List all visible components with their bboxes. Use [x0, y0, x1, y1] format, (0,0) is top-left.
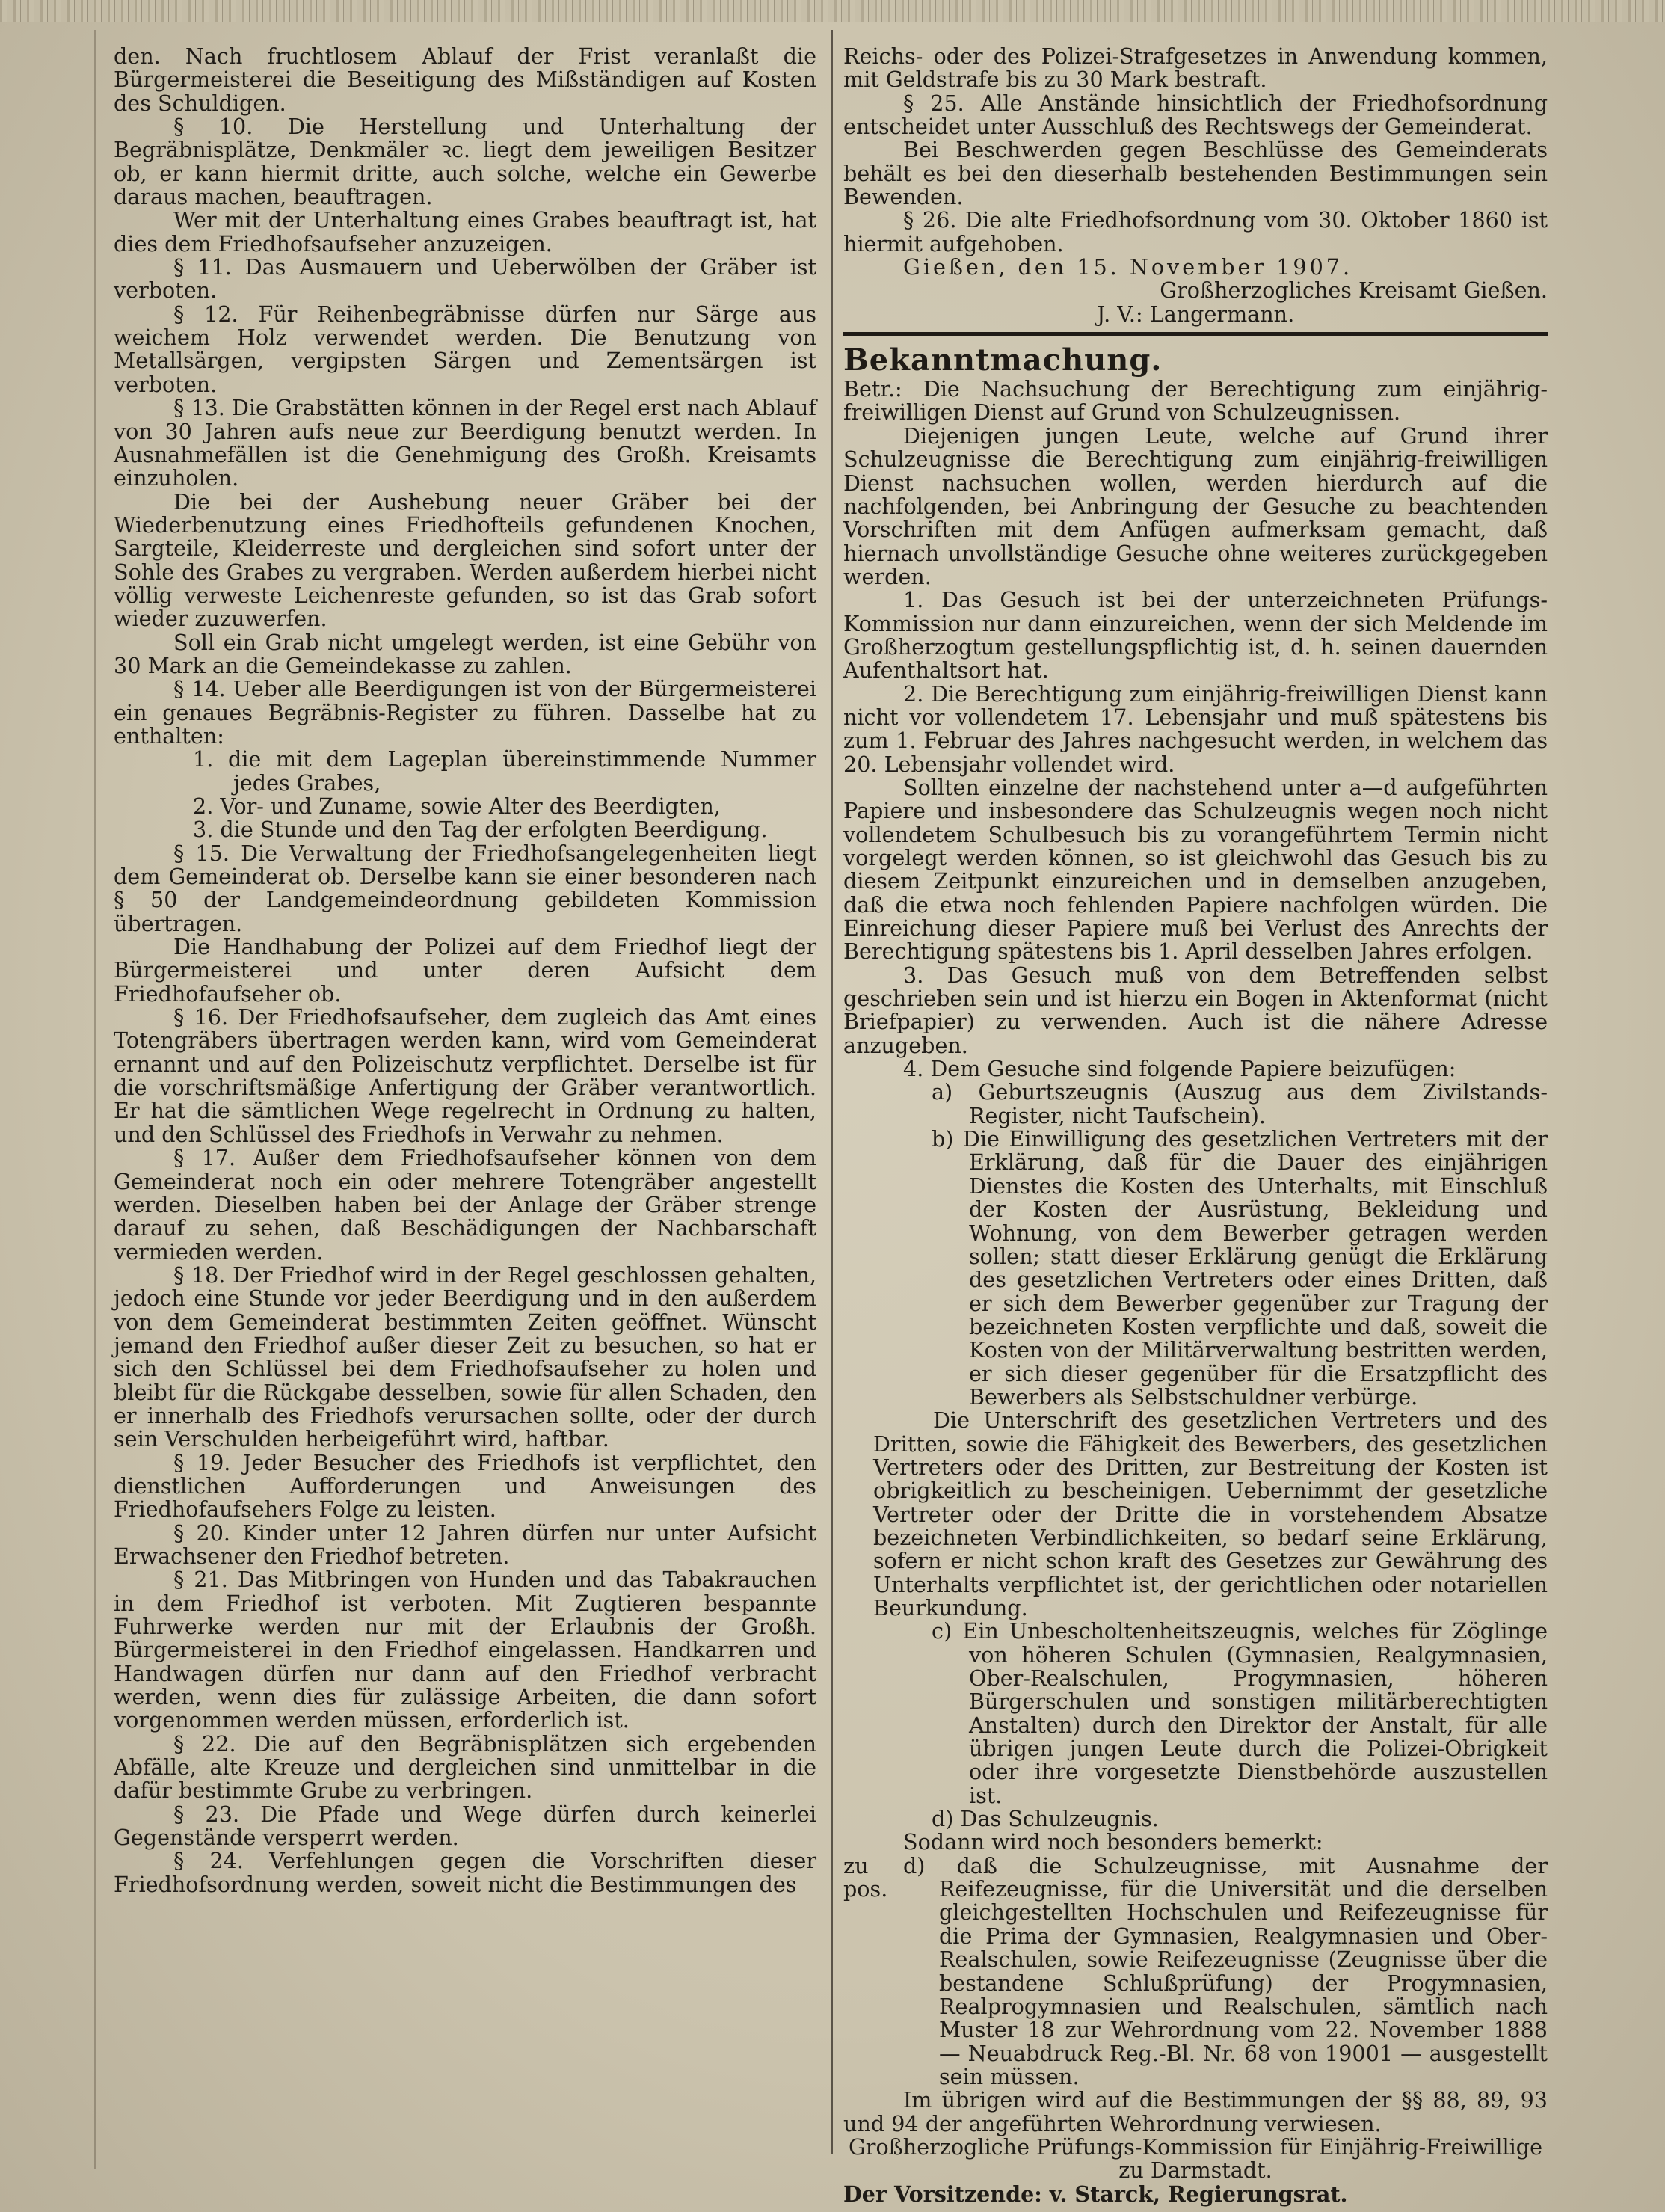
notice-title: Bekanntmachung.: [843, 342, 1163, 378]
paragraph: Sodann wird noch besonders bemerkt:: [903, 1829, 1323, 1855]
paragraph: § 17. Außer dem Friedhofsaufseher können von dem Gemeinderat noch ein oder mehrere Totengräber angestellt werden. Dieselben haben bei der Anlage der Gräber strenge darauf zu sehen, daß Beschädigungen der Nachbarschaft vermieden werden.: [114, 1145, 816, 1265]
paragraph: § 24. Verfehlungen gegen die Vorschriften dieser Friedhofsordnung werden, soweit nicht die Bestimmungen des: [114, 1848, 816, 1897]
paragraph: Sollten einzelne der nachstehend unter a—d aufgeführten Papiere und insbesondere das Schulzeugnis wegen noch nicht vollendetem Schulbesuch bis zu vorangeführtem Termin nicht vorgelegt werden können, so ist gleichwohl das Gesuch bis zu diesem Zeitpunkt einzureichen und in demselben anzugeben, daß die etwa noch fehlenden Papiere nachfolgen würden. Die Einreichung dieser Papiere muß bei Verlust des Anrechts der Berechtigung spätestens bis 1. April desselben Jahres erfolgen.: [843, 774, 1548, 965]
paragraph: § 18. Der Friedhof wird in der Regel geschlossen gehalten, jedoch eine Stunde vor jeder Beerdigung und in den außerdem von dem Gemeinderat bestimmten Zeiten geöffnet. Wünscht jemand den Friedhof außer dieser Zeit zu besuchen, so hat er sich den Schlüssel bei dem Friedhofsaufseher zu holen und bleibt für die Rückgabe desselben, sowie für allen Schaden, den er innerhalb des Friedhofs verursachen sollte, oder der durch sein Verschulden herbeigeführt wird, haftbar.: [114, 1262, 816, 1452]
paragraph: § 22. Die auf den Begräbnisplätzen sich ergebenden Abfälle, alte Kreuze und dergleichen sind unmittelbar in die dafür bestimmte Grube zu verbringen.: [114, 1730, 816, 1804]
paragraph: § 16. Der Friedhofsaufseher, dem zugleich das Amt eines Totengräbers übertragen werden kann, wird vom Gemeinderat ernannt und auf den Polizeischutz verpflichtet. Derselbe ist für die vorschriftsmäßige Anfertigung der Gräber verantwortlich. Er hat die sämtlichen Wege regelrecht in Ordnung zu halten, und den Schlüssel des Friedhofs in Verwahr zu nehmen.: [114, 1004, 816, 1147]
column-divider: [831, 30, 833, 2154]
zu-pos-block: [843, 1852, 1548, 2089]
paragraph: 3. Das Gesuch muß von dem Betreffenden selbst geschrieben sein und ist hierzu ein Bogen in Aktenformat (nicht Briefpapier) zu verwenden. Auch ist die nähere Adresse anzugeben.: [843, 962, 1548, 1058]
chair-signature: Der Vorsitzende: v. Starck, Regierungsrat.: [843, 2181, 1348, 2207]
left-margin-rule: [94, 30, 96, 2169]
paragraph: § 13. Die Grabstätten können in der Regel erst nach Ablauf von 30 Jahren aufs neue zur Beerdigung benutzt werden. In Ausnahmefällen ist die Genehmigung des Großh. Kreisamts einzuholen.: [114, 395, 816, 491]
paragraph: Die bei der Aushebung neuer Gräber bei der Wiederbenutzung eines Friedhofteils gefundenen Knochen, Sargteile, Kleiderreste und dergleichen sind sofort unter der Sohle des Grabes zu vergraben. Werden außerdem hierbei nicht völlig verweste Leichenreste gefunden, so ist das Grab sofort wieder zuzuwerfen.: [114, 488, 816, 632]
list-item: 2. Vor- und Zuname, sowie Alter des Beerdigten,: [193, 793, 721, 819]
paragraph: § 23. Die Pfade und Wege dürfen durch keinerlei Gegenstände versperrt werden.: [114, 1801, 816, 1851]
paragraph: 2. Die Berechtigung zum einjährig-freiwilligen Dienst kann nicht vor vollendetem 17. Lebensjahr und muß spätestens bis zum 1. Februar des Jahres nachgesucht werden, in welchem das 20. Lebensjahr vollendet wird.: [843, 681, 1548, 777]
paragraph: 1. Das Gesuch ist bei der unterzeichneten Prüfungs-Kommission nur dann einzureichen, wenn der sich Meldende im Großherzogtum gestellungspflichtig ist, d. h. seinen dauernden Aufenthaltsort hat.: [843, 587, 1548, 683]
signed-by: J. V.: Langermann.: [1096, 301, 1295, 327]
torn-top-strip: [0, 0, 1665, 22]
paragraph: § 19. Jeder Besucher des Friedhofs ist verpflichtet, den dienstlichen Aufforderungen und Anweisungen des Friedhofaufsehers Folge zu leisten.: [114, 1449, 816, 1523]
list-item: d) Das Schulzeugnis.: [932, 1806, 1159, 1832]
list-item: b) Die Einwilligung des gesetzlichen Vertreters mit der Erklärung, daß für die Dauer des einjährigen Dienstes die Kosten des Unterhalts, mit Einschluß der Kosten der Ausrüstung, Bekleidung und Wohnung, von dem Bewerber getragen werden sollen; statt dieser Erklärung genügt die Erklärung des gesetzlichen Vertreters oder eines Dritten, daß er sich dem Bewerber gegenüber zur Tragung der bezeichneten Kosten verpflichte und daß, soweit die Kosten von der Militärverwaltung bestritten werden, er sich dieser gegenüber für die Ersatzpflicht des Bewerbers als Selbstschuldner verbürge.: [932, 1126, 1548, 1410]
section-rule: [843, 332, 1548, 336]
paragraph: § 12. Für Reihenbegräbnisse dürfen nur Särge aus weichem Holz verwendet werden. Die Benutzung von Metallsärgen, vergipsten Särgen und Zementsärgen ist verboten.: [114, 301, 816, 397]
paragraph: § 14. Ueber alle Beerdigungen ist von der Bürgermeisterei ein genaues Begräbnis-Register zu führen. Dasselbe hat zu enthalten:: [114, 676, 816, 749]
paragraph: § 11. Das Ausmauern und Ueberwölben der Gräber ist verboten.: [114, 254, 816, 304]
subject-line: Betr.: Die Nachsuchung der Berechtigung zum einjährig-freiwilligen Dienst auf Grund von Schulzeugnissen.: [843, 376, 1548, 425]
left-column: [114, 45, 816, 1896]
paragraph: Im übrigen wird auf die Bestimmungen der §§ 88, 89, 93 und 94 der angeführten Wehrordnung verwiesen.: [843, 2087, 1548, 2136]
authority: Großherzogliches Kreisamt Gießen.: [1160, 277, 1548, 304]
paragraph: Die Handhabung der Polizei auf dem Friedhof liegt der Bürgermeisterei und unter deren Aufsicht dem Friedhofaufseher ob.: [114, 934, 816, 1007]
paragraph: Diejenigen jungen Leute, welche auf Grund ihrer Schulzeugnisse die Berechtigung zum einjährig-freiwilligen Dienst nachsuchen wollen, werden hierdurch auf die nachfolgenden, bei Anbringung der Gesuche zu beachtenden Vorschriften mit dem Anfügen aufmerksam gemacht, daß hiernach unvollständige Gesuche ohne weiteres zurückgegeben werden.: [843, 423, 1548, 589]
paragraph: 4. Dem Gesuche sind folgende Papiere beizufügen:: [903, 1056, 1456, 1082]
paragraph: § 15. Die Verwaltung der Friedhofsangelegenheiten liegt dem Gemeinderat ob. Derselbe kann sie einer besonderen nach § 50 der Landgemeindeordnung gebildeten Kommission übertragen.: [114, 840, 816, 936]
paragraph: Die Unterschrift des gesetzlichen Vertreters und des Dritten, sowie die Fähigkeit des Bewerbers, des gesetzlichen Vertreters oder des Dritten, zur Bestreitung der Kosten ist obrigkeitlich zu bescheinigen. Uebernimmt der gesetzliche Vertreter oder der Dritte die in vorstehendem Absatze bezeichneten Verbindlichkeiten, so bedarf seine Erklärung, sofern er nicht schon kraft des Gesetzes zur Gewährung des Unterhalts verpflichtet ist, der gerichtlichen oder notariellen Beurkundung.: [873, 1407, 1548, 1620]
paragraph: § 25. Alle Anstände hinsichtlich der Friedhofsordnung entscheidet unter Ausschluß des Rechtswegs der Gemeinderat.: [843, 90, 1548, 140]
list-item: c) Ein Unbescholtenheitszeugnis, welches für Zöglinge von höheren Schulen (Gymnasien, Realgymnasien, Ober-Realschulen, Progymnasien, höheren Bürgerschulen und sonstigen militärberechtigten Anstalten) durch den Direktor der Anstalt, für alle übrigen jungen Leute durch die Polizei-Obrigkeit oder ihre vorgesetzte Dienstbehörde auszustellen ist.: [932, 1618, 1548, 1808]
commission: Großherzogliche Prüfungs-Kommission für Einjährig-Freiwillige zu Darmstadt.: [848, 2133, 1543, 2184]
paragraph: den. Nach fruchtlosem Ablauf der Frist veranlaßt die Bürgermeisterei die Beseitigung des Mißständigen auf Kosten des Schuldigen.: [114, 43, 816, 116]
paragraph: Wer mit der Unterhaltung eines Grabes beauftragt ist, hat dies dem Friedhofsaufseher anzuzeigen.: [114, 207, 816, 256]
paragraph: Bei Beschwerden gegen Beschlüsse des Gemeinderats behält es bei den dieserhalb bestehenden Bestimmungen sein Bewenden.: [843, 137, 1548, 210]
paragraph: § 26. Die alte Friedhofsordnung vom 30. Oktober 1860 ist hiermit aufgehoben.: [843, 207, 1548, 256]
right-column: [843, 45, 1548, 2206]
paragraph: § 20. Kinder unter 12 Jahren dürfen nur unter Aufsicht Erwachsener den Friedhof betreten.: [114, 1520, 816, 1569]
paragraph: Soll ein Grab nicht umgelegt werden, ist eine Gebühr von 30 Mark an die Gemeindekasse zu zahlen.: [114, 629, 816, 678]
list-item: d) daß die Schulzeugnisse, mit Ausnahme der Reifezeugnisse, für die Universität und die derselben gleichgestellten Hochschulen und Reifezeugnisse für die Prima der Gymnasien, Realgymnasien und Ober-Realschulen, sowie Reifezeugnisse (Zeugnisse über die bestandene Schlußprüfung) der Progymnasien, Realprogymnasien und Realschulen, sämtlich nach Muster 18 zur Wehrordnung vom 22. November 1888 — Neuabdruck Reg.-Bl. Nr. 68 von 19001 — ausgestellt sein müssen.: [903, 1852, 1548, 2089]
zu-pos-label: zu pos.: [843, 1852, 888, 1902]
paragraph: § 10. Die Herstellung und Unterhaltung der Begräbnisplätze, Denkmäler ꝛc. liegt dem jeweiligen Besitzer ob, er kann hiermit dritte, auch solche, welche ein Gewerbe daraus machen, beauftragen.: [114, 114, 816, 210]
list-item: a) Geburtszeugnis (Auszug aus dem Zivilstands-Register, nicht Taufschein).: [932, 1079, 1548, 1128]
paragraph: § 21. Das Mitbringen von Hunden und das Tabakrauchen in dem Friedhof ist verboten. Mit Zugtieren bespannte Fuhrwerke werden nur mit der Erlaubnis der Großh. Bürgermeisterei in den Friedhof eingelassen. Handkarren und Handwagen dürfen nur dann auf den Friedhof verbracht werden, wenn dies für zulässige Arbeiten, die dann sofort vorgenommen werden müssen, erforderlich ist.: [114, 1567, 816, 1733]
list-item: 3. die Stunde und den Tag der erfolgten Beerdigung.: [193, 817, 768, 843]
dateline: Gießen, den 15. November 1907.: [903, 254, 1353, 280]
paragraph: Reichs- oder des Polizei-Strafgesetzes in Anwendung kommen, mit Geldstrafe bis zu 30 Mark bestraft.: [843, 43, 1548, 93]
list-item: 1. die mit dem Lageplan übereinstimmende Nummer jedes Grabes,: [193, 746, 816, 796]
